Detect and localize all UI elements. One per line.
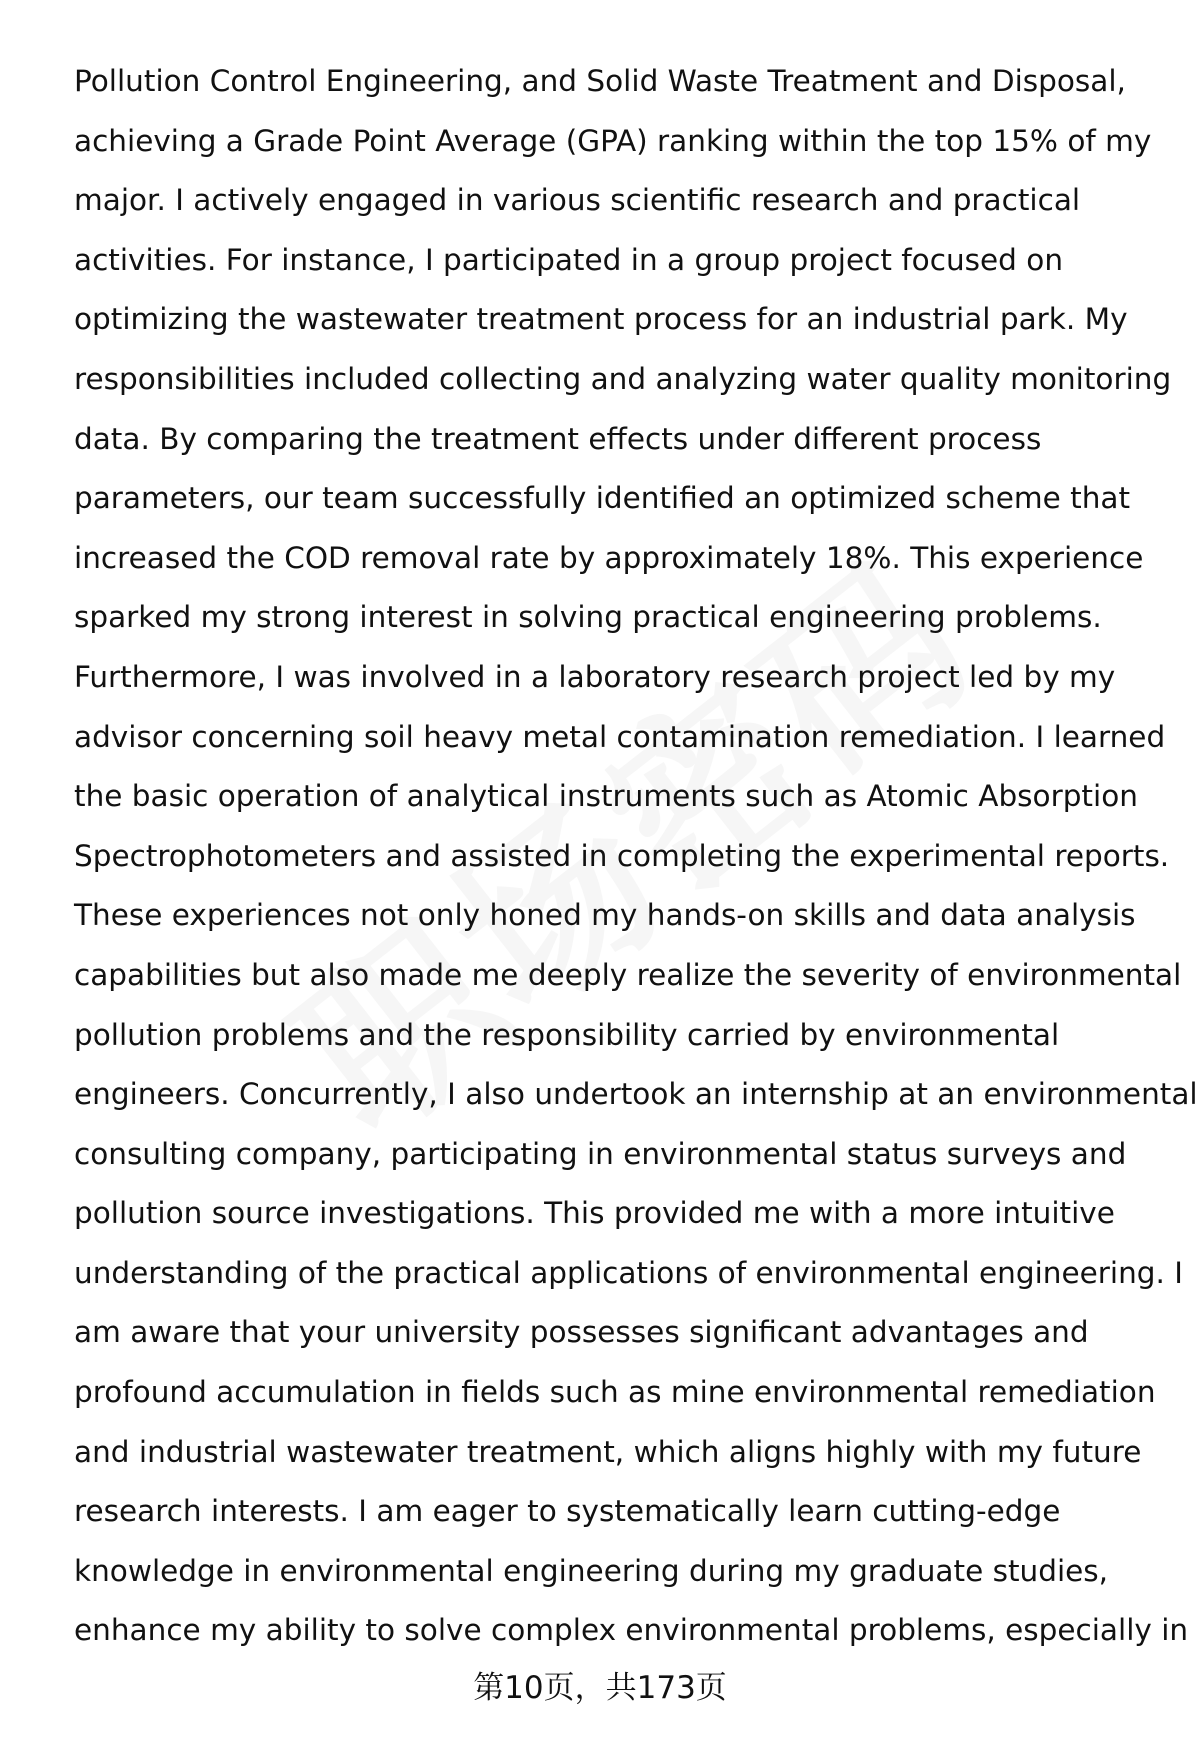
page-number-footer: 第10页，共173页 <box>473 1670 727 1706</box>
text-line: capabilities but also made me deeply realize the severity of environmental <box>74 957 1182 992</box>
text-line: knowledge in environmental engineering during my graduate studies, <box>74 1553 1109 1588</box>
text-line: pollution problems and the responsibility carried by environmental <box>74 1017 1060 1052</box>
text-line: activities. For instance, I participated in a group project focused on <box>74 242 1064 277</box>
text-line: data. By comparing the treatment effects under different process <box>74 421 1042 456</box>
text-line: enhance my ability to solve complex environmental problems, especially in <box>74 1613 1189 1648</box>
text-line: These experiences not only honed my hands-on skills and data analysis <box>74 898 1136 933</box>
text-line: engineers. Concurrently, I also undertook an internship at an environmental <box>74 1077 1198 1112</box>
text-line: understanding of the practical applications of environmental engineering. I <box>74 1255 1183 1290</box>
text-line: responsibilities included collecting and analyzing water quality monitoring <box>74 361 1172 396</box>
text-line: Furthermore, I was involved in a laboratory research project led by my <box>74 659 1116 694</box>
text-line: increased the COD removal rate by approximately 18%. This experience <box>74 540 1144 575</box>
text-line: research interests. I am eager to systematically learn cutting-edge <box>74 1494 1061 1529</box>
text-line: pollution source investigations. This provided me with a more intuitive <box>74 1196 1115 1231</box>
text-line: major. I actively engaged in various scientific research and practical <box>74 183 1081 218</box>
body-paragraph <box>74 52 1198 1661</box>
text-line: sparked my strong interest in solving practical engineering problems. <box>74 600 1102 635</box>
text-line: Pollution Control Engineering, and Solid Waste Treatment and Disposal, <box>74 64 1126 98</box>
text-line: advisor concerning soil heavy metal contamination remediation. I learned <box>74 719 1166 754</box>
text-line: and industrial wastewater treatment, which aligns highly with my future <box>74 1434 1142 1469</box>
text-line: profound accumulation in fields such as mine environmental remediation <box>74 1375 1156 1410</box>
text-line: optimizing the wastewater treatment process for an industrial park. My <box>74 302 1128 337</box>
text-line: consulting company, participating in environmental status surveys and <box>74 1136 1127 1171</box>
text-line: the basic operation of analytical instruments such as Atomic Absorption <box>74 779 1138 814</box>
text-line: achieving a Grade Point Average (GPA) ranking within the top 15% of my <box>74 123 1152 158</box>
text-line: parameters, our team successfully identified an optimized scheme that <box>74 481 1131 516</box>
text-line: am aware that your university possesses significant advantages and <box>74 1315 1089 1350</box>
text-line: Spectrophotometers and assisted in completing the experimental reports. <box>74 838 1170 873</box>
